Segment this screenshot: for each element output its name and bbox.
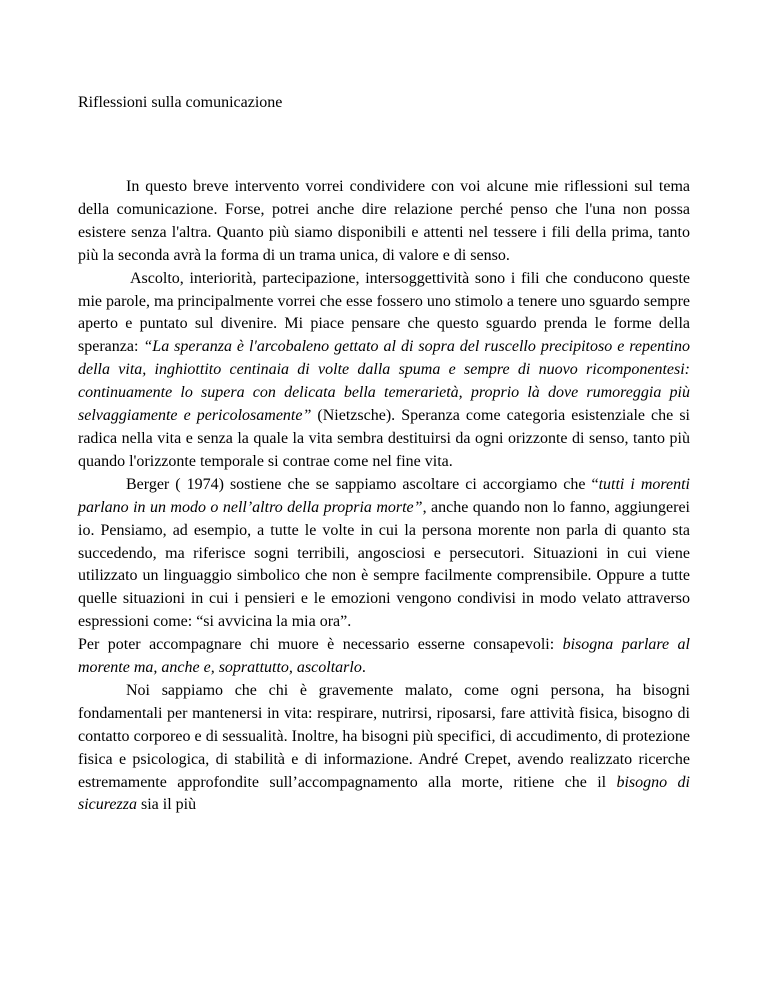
paragraph-2-text: Ascolto, interiorità, partecipazione, intersoggettività sono i fili che conducono queste mie parole, ma principalmente vorrei che esse fossero uno stimolo a tenere uno sguardo sempre aperto e puntato sul divenire. Mi piace pensare che questo sguardo prenda le forme della speranza:	[78, 269, 690, 356]
paragraph-4-text-end: .	[361, 659, 366, 677]
paragraph-3-text: Berger ( 1974) sostiene che se sappiamo ascoltare ci accorgiamo che “	[126, 475, 599, 493]
paragraph-4	[78, 634, 690, 680]
paragraph-2-text-end: (Nietzsche). Speranza come categoria esistenziale che si radica nella vita e senza la quale la vita sembra destituirsi da ogni orizzonte di senso, tanto più quando l'orizzonte temporale si contrae come nel fine vita.	[78, 407, 690, 470]
paragraph-5	[78, 680, 690, 817]
paragraph-3	[78, 474, 690, 634]
berger-quote: tutti i morenti parlano in un modo o nell’altro della propria morte”	[78, 475, 691, 516]
document-title: Riflessioni sulla comunicazione	[78, 94, 283, 111]
paragraph-4-text: Per poter accompagnare chi muore è necessario esserne consapevoli:	[78, 636, 563, 654]
paragraph-5-text: Noi sappiamo che chi è gravemente malato, come ogni persona, ha bisogni fondamentali per mantenersi in vita: respirare, nutrirsi, riposarsi, fare attività fisica, bisogno di contatto corporeo e di sessualità. Inoltre, ha bisogni più specifici, di accudimento, di protezione fisica e psicologica, di stabilità e di informazione. André Crepet, avendo realizzato ricerche estremamente approfondite sull’accompagnamento alla morte, ritiene che il	[78, 681, 690, 791]
paragraph-3-text-end: , anche quando non lo fanno, aggiungerei io. Pensiamo, ad esempio, a tutte le volte in cui la persona morente non parla di quanto sta succedendo, ma riferisce sogni terribili, angosciosi e persecutori. Situazioni in cui viene utilizzato un linguaggio simbolico che non è sempre facilmente comprensibile. Oppure a tutte quelle situazioni in cui i pensieri e le emozioni vengono condivisi in modo velato attraverso espressioni come: “si avvicina la mia ora”.	[78, 498, 690, 631]
paragraph-1: In questo breve intervento vorrei condividere con voi alcune mie riflessioni sul tema della comunicazione. Forse, potrei anche dire relazione perché penso che l'una non possa esistere senza l'altra. Quanto più siamo disponibili e attenti nel tessere i fili della prima, tanto più la seconda avrà la forma di un trama unica, di valore e di senso.	[78, 178, 690, 264]
paragraph-5-text-end: sia il più	[136, 796, 197, 814]
paragraph-2	[78, 268, 690, 474]
paragraph-4-emphasis: bisogna parlare al morente ma, anche e, soprattutto, ascoltarlo	[78, 636, 690, 677]
document-body	[78, 176, 690, 817]
paragraph-5-emphasis: bisogno di sicurezza	[78, 773, 690, 814]
nietzsche-quote: “La speranza è l'arcobaleno gettato al di sopra del ruscello precipitoso e repentino della vita, inghiottito centinaia di volte dalla spuma e sempre di nuovo ricomponentesi: continuamente lo supera con delicata bella temerarietà, proprio là dove rumoreggia più selvaggiamente e pericolosamente”	[78, 338, 691, 425]
